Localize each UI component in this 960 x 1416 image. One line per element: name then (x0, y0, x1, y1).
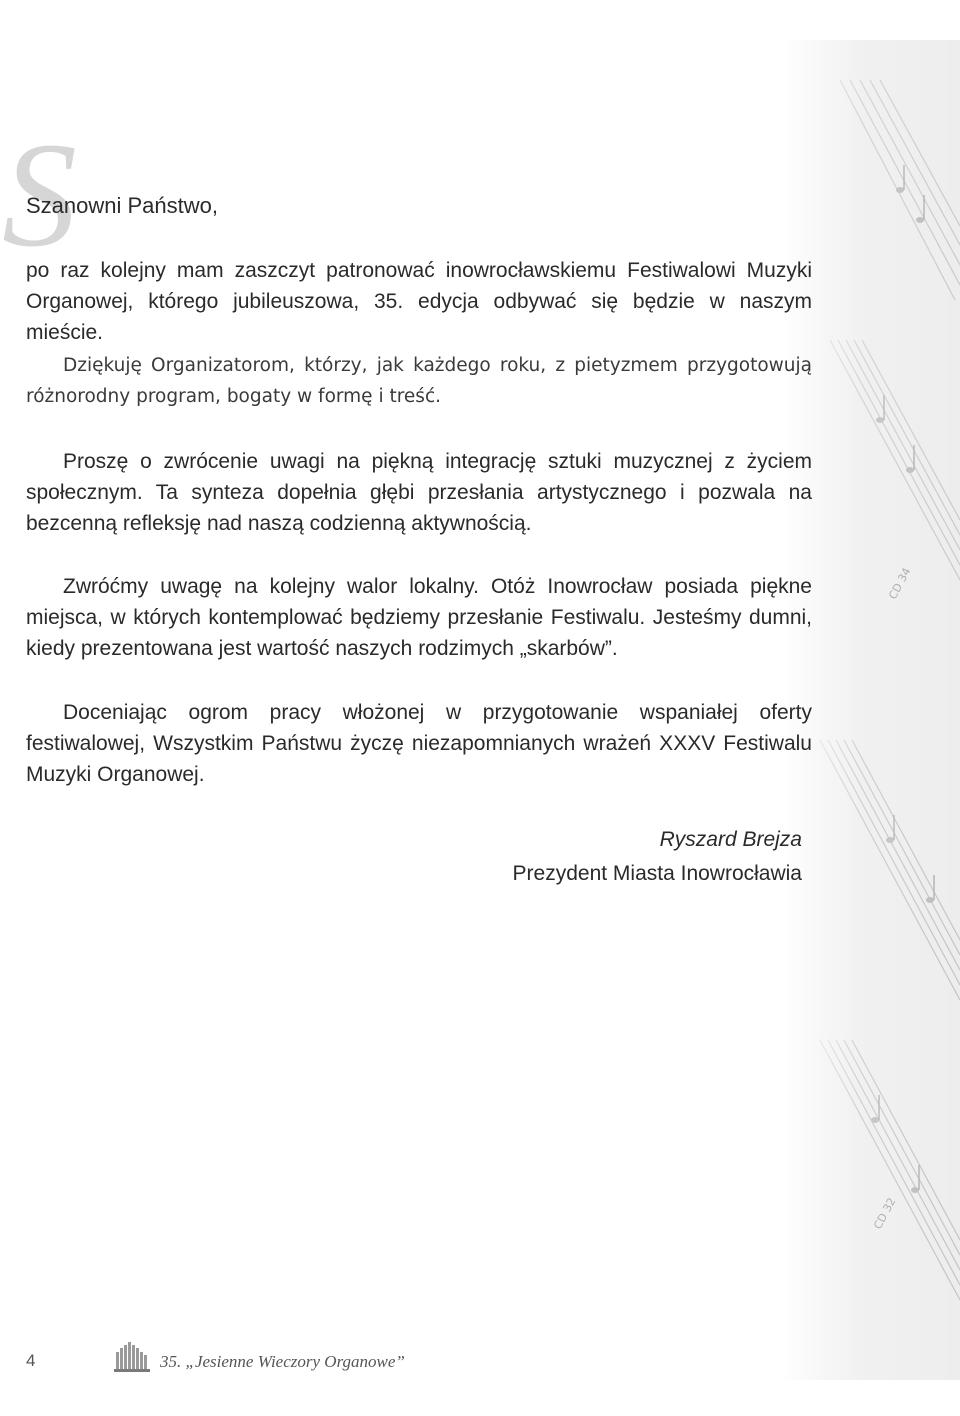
salutation: Szanowni Państwo, (26, 193, 218, 218)
paragraph-1: po raz kolejny mam zaszczyt patronować inowrocławskiemu Festiwalowi Muzyki Organowej, którego jubileuszowa, 35. edycja odbywać się będzie w naszym mieście. (26, 259, 812, 344)
paragraph-5: Doceniając ogrom pracy włożonej w przygotowanie wspaniałej oferty festiwalowej, Wszystkim Państwu życzę niezapomnianych wrażeń XXXV Festiwalu Muzyki Organowej. (26, 701, 812, 786)
organ-pipes-icon (114, 1342, 152, 1372)
paragraph-2: Dziękuję Organizatorom, którzy, jak każdego roku, z pietyzmem przygotowują różnorodny program, bogaty w formę i treść. (26, 355, 812, 407)
decorative-initial: S (2, 112, 77, 278)
signature-title: Prezydent Miasta Inowrocławia (512, 862, 802, 885)
footer-publication-title: 35. „Jesienne Wieczory Organowe” (160, 1352, 405, 1371)
paragraph-3: Proszę o zwrócenie uwagi na piękną integrację sztuki muzycznej z życiem społecznym. Ta synteza dopełnia głębi przesłania artystycznego i pozwala na bezcenną refleksję nad naszą codzienną aktywnością. (26, 450, 812, 535)
signature-name: Ryszard Brejza (659, 828, 802, 851)
signature-block (513, 823, 802, 891)
page-number: 4 (26, 1351, 36, 1370)
paragraph-4: Zwróćmy uwagę na kolejny walor lokalny. Otóż Inowrocław posiada piękne miejsca, w których kontemplować będziemy przesłanie Festiwalu. Jesteśmy dumni, kiedy prezentowana jest wartość naszych rodzimych „skarbów”. (26, 575, 812, 660)
